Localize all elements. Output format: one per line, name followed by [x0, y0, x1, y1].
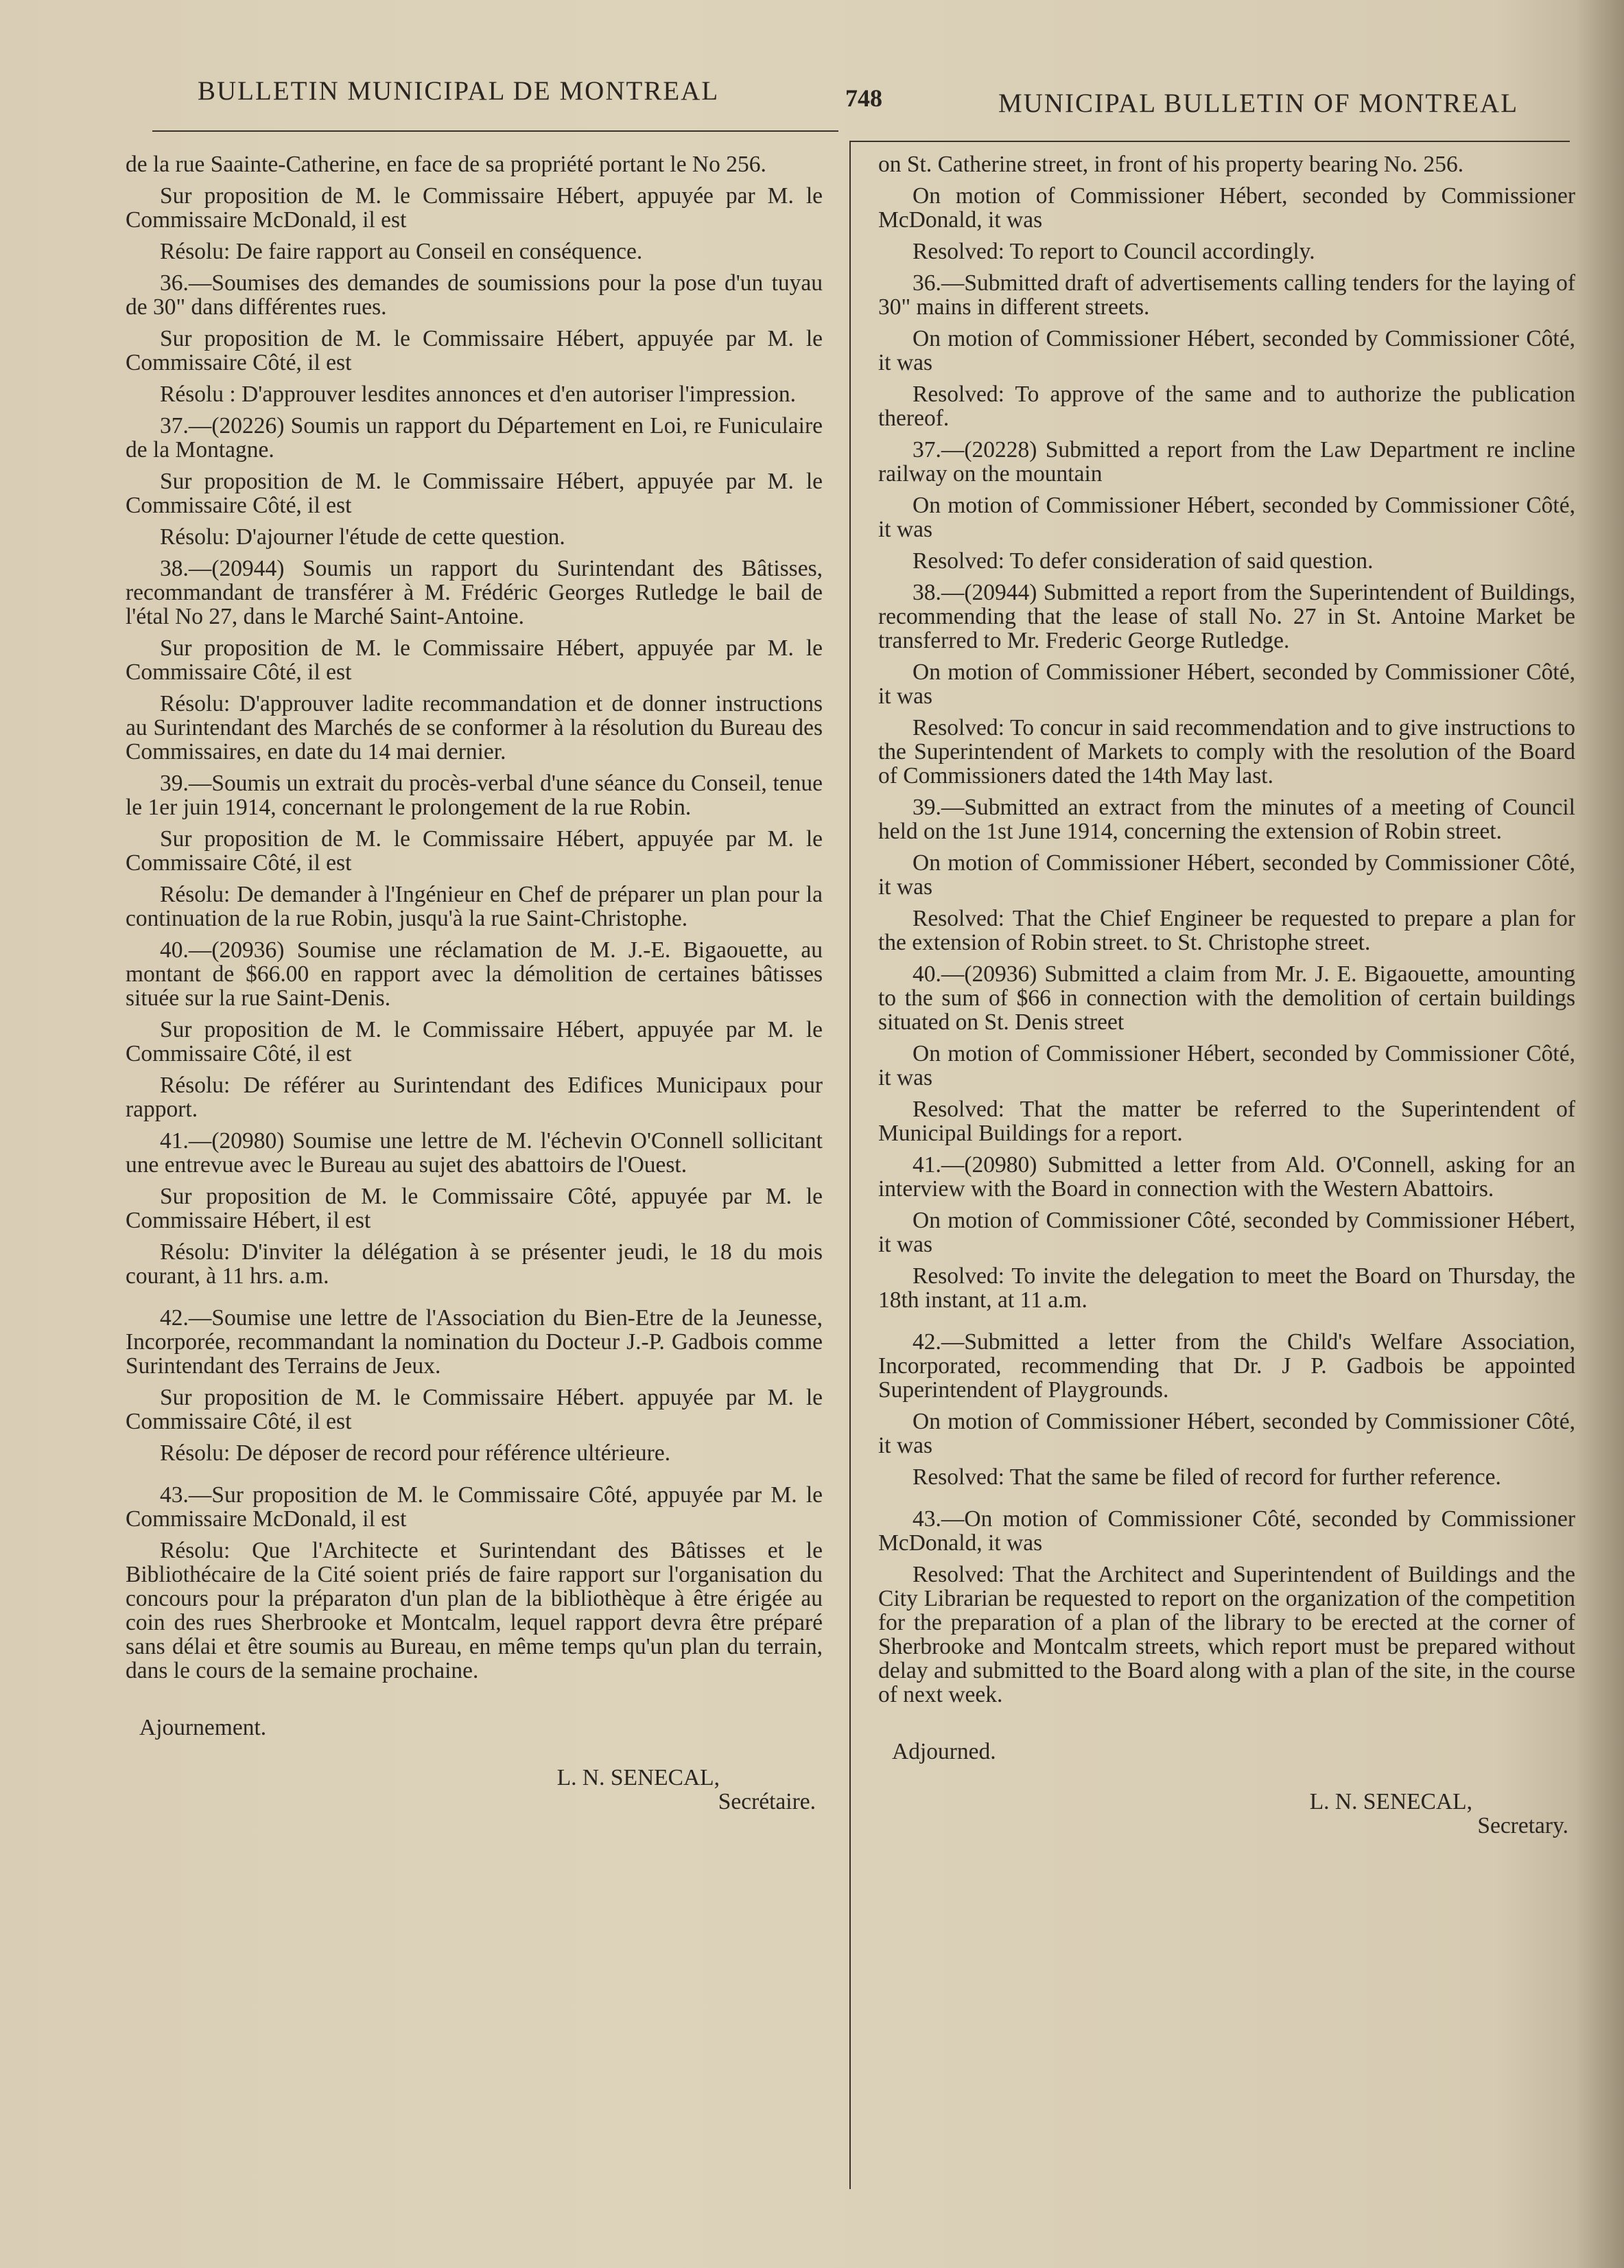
paragraph: 40.—(20936) Submitted a claim from Mr. J. E. Bigaouette, amounting to the sum of $66 in connection with the demolition of certain buildings situated on St. Denis street: [878, 961, 1575, 1035]
paragraph: 42.—Soumise une lettre de l'Association du Bien-Etre de la Jeunesse, Incorporée, recommandant la nomination du Docteur J.-P. Gadbois comme Surintendant des Terrains de Jeux.: [126, 1305, 823, 1379]
paragraph: 40.—(20936) Soumise une réclamation de M. J.-E. Bigaouette, au montant de $66.00 en rapport avec la démolition de certaines bâtisses située sur la rue Saint-Denis.: [126, 937, 823, 1011]
page-number: 748: [845, 84, 882, 112]
paragraph: 37.—(20228) Submitted a report from the Law Department re incline railway on the mountain: [878, 437, 1575, 487]
paragraph: Résolu: De demander à l'Ingénieur en Chef de préparer un plan pour la continuation de la rue Robin, jusqu'à la rue Saint-Christophe.: [126, 882, 823, 931]
paragraph: 37.—(20226) Soumis un rapport du Département en Loi, re Funiculaire de la Montagne.: [126, 413, 823, 463]
paragraph: Résolu: De référer au Surintendant des Edifices Municipaux pour rapport.: [126, 1073, 823, 1122]
english-column: [878, 152, 1575, 1838]
adjournment-text: Ajournement.: [139, 1715, 267, 1740]
paragraph: 36.—Soumises des demandes de soumissions pour la pose d'un tuyau de 30" dans différentes rues.: [126, 270, 823, 320]
paragraph: 42.—Submitted a letter from the Child's Welfare Association, Incorporated, recommending that Dr. J P. Gadbois be appointed Superintendent of Playgrounds.: [878, 1329, 1575, 1403]
signatory-name: L. N. SENECAL,: [556, 1765, 720, 1790]
paragraph: Résolu: De déposer de record pour référence ultérieure.: [160, 1440, 671, 1466]
paragraph: On motion of Commissioner Hébert, seconded by Commissioner Côté, it was: [878, 1409, 1575, 1458]
paragraph: 41.—(20980) Soumise une lettre de M. l'échevin O'Connell sollicitant une entrevue avec le Bureau au sujet des abattoirs de l'Ouest.: [126, 1128, 823, 1178]
paragraph: On motion of Commissioner Hébert, seconded by Commissioner Côté, it was: [878, 659, 1575, 709]
paragraph: Sur proposition de M. le Commissaire Hébert, appuyée par M. le Commissaire Côté, il est: [126, 469, 823, 518]
column-divider: [849, 141, 851, 2189]
header-rule-left: [152, 130, 838, 132]
paragraph: 43.—On motion of Commissioner Côté, seconded by Commissioner McDonald, it was: [878, 1506, 1575, 1556]
signatory-title: Secrétaire.: [718, 1789, 816, 1814]
signatory-name: L. N. SENECAL,: [1309, 1789, 1472, 1814]
paragraph: de la rue Saainte-Catherine, en face de sa propriété portant le No 256.: [126, 152, 766, 177]
paragraph: 38.—(20944) Soumis un rapport du Surintendant des Bâtisses, recommandant de transférer à M. Frédéric Georges Rutledge le bail de l'étal No 27, dans le Marché Saint-Antoine.: [126, 556, 823, 629]
paragraph: Résolu: Que l'Architecte et Surintendant des Bâtisses et le Bibliothécaire de la Cité soient priés de faire rapport sur l'organisation du concours pour la préparaton d'un plan de la bibliothèque à être érigée au coin des rues Sherbrooke et Montcalm, lequel rapport devra être préparé sans délai et être soumis au Bureau, en même temps qu'un plan du terrain, dans le cours de la semaine prochaine.: [126, 1538, 823, 1683]
paragraph: Sur proposition de M. le Commissaire Hébert, appuyée par M. le Commissaire Côté, il est: [126, 635, 823, 685]
header-english-title: MUNICIPAL BULLETIN OF MONTREAL: [998, 89, 1519, 118]
paragraph: Resolved: To concur in said recommendation and to give instructions to the Superintendent of Markets to comply with the resolution of the Board of Commissioners dated the 14th May last.: [878, 715, 1575, 788]
adjournment-text: Adjourned.: [892, 1739, 996, 1764]
paragraph: on St. Catherine street, in front of his property bearing No. 256.: [878, 152, 1464, 177]
paragraph: Résolu: De faire rapport au Conseil en conséquence.: [160, 239, 643, 264]
paragraph: 39.—Soumis un extrait du procès-verbal d'une séance du Conseil, tenue le 1er juin 1914, concernant le prolongement de la rue Robin.: [126, 771, 823, 820]
paragraph: Sur proposition de M. le Commissaire Hébert, appuyée par M. le Commissaire Côté, il est: [126, 826, 823, 876]
paragraph: On motion of Commissioner Hébert, seconded by Commissioner Côté, it was: [878, 850, 1575, 900]
paragraph: Sur proposition de M. le Commissaire Hébert, appuyée par M. le Commissaire McDonald, il est: [126, 183, 823, 233]
page-header: [0, 75, 1624, 124]
paragraph: Resolved: To invite the delegation to meet the Board on Thursday, the 18th instant, at 11 a.m.: [878, 1263, 1575, 1313]
paragraph: 43.—Sur proposition de M. le Commissaire Côté, appuyée par M. le Commissaire McDonald, il est: [126, 1482, 823, 1532]
paragraph: Resolved: That the same be filed of record for further reference.: [913, 1464, 1501, 1490]
paragraph: Resolved: To report to Council accordingly.: [913, 239, 1315, 264]
paragraph: Resolved: To approve of the same and to authorize the publication thereof.: [878, 382, 1575, 431]
paragraph: Resolved: To defer consideration of said question.: [913, 548, 1374, 574]
paragraph: On motion of Commissioner Hébert, seconded by Commissioner Côté, it was: [878, 326, 1575, 375]
paragraph: Sur proposition de M. le Commissaire Hébert, appuyée par M. le Commissaire Côté, il est: [126, 326, 823, 375]
paragraph: Résolu : D'approuver lesdites annonces et d'en autoriser l'impression.: [160, 382, 797, 407]
paragraph: 39.—Submitted an extract from the minutes of a meeting of Council held on the 1st June 1914, concerning the extension of Robin street.: [878, 795, 1575, 844]
paragraph: Sur proposition de M. le Commissaire Côté, appuyée par M. le Commissaire Hébert, il est: [126, 1184, 823, 1233]
signature-block: [126, 1766, 823, 1814]
paragraph: 36.—Submitted draft of advertisements calling tenders for the laying of 30" mains in different streets.: [878, 270, 1575, 320]
paragraph: On motion of Commissioner Hébert, seconded by Commissioner Côté, it was: [878, 1041, 1575, 1090]
french-column: [126, 152, 823, 1814]
paragraph: Résolu: D'approuver ladite recommandation et de donner instructions au Surintendant des Marchés de se conformer à la résolution du Bureau des Commissaires, en date du 14 mai dernier.: [126, 691, 823, 764]
signature-block: [878, 1790, 1575, 1838]
paragraph: Sur proposition de M. le Commissaire Hébert, appuyée par M. le Commissaire Côté, il est: [126, 1017, 823, 1066]
signatory-title: Secretary.: [1477, 1813, 1568, 1838]
paragraph: Sur proposition de M. le Commissaire Hébert. appuyée par M. le Commissaire Côté, il est: [126, 1385, 823, 1434]
paragraph: Resolved: That the Chief Engineer be requested to prepare a plan for the extension of Robin street. to St. Christophe street.: [878, 906, 1575, 955]
paragraph: On motion of Commissioner Côté, seconded by Commissioner Hébert, it was: [878, 1208, 1575, 1257]
paragraph: Résolu: D'ajourner l'étude de cette question.: [160, 524, 565, 550]
header-french-title: BULLETIN MUNICIPAL DE MONTREAL: [198, 76, 720, 106]
header-rule-right: [849, 141, 1570, 142]
paragraph: Résolu: D'inviter la délégation à se présenter jeudi, le 18 du mois courant, à 11 hrs. a.m.: [126, 1239, 823, 1289]
paragraph: Resolved: That the matter be referred to the Superintendent of Municipal Buildings for a report.: [878, 1097, 1575, 1146]
page-edge-shadow: [1576, 0, 1624, 2268]
paragraph: On motion of Commissioner Hébert, seconded by Commissioner McDonald, it was: [878, 183, 1575, 233]
paragraph: 38.—(20944) Submitted a report from the Superintendent of Buildings, recommending that the lease of stall No. 27 in St. Antoine Market be transferred to Mr. Frederic George Rutledge.: [878, 580, 1575, 653]
paragraph: Resolved: That the Architect and Superintendent of Buildings and the City Librarian be requested to report on the organization of the competition for the preparation of a plan of the library to be erected at the corner of Sherbrooke and Montcalm streets, which report must be prepared without delay and submitted to the Board along with a plan of the site, in the course of next week.: [878, 1562, 1575, 1707]
paragraph: On motion of Commissioner Hébert, seconded by Commissioner Côté, it was: [878, 493, 1575, 542]
paragraph: 41.—(20980) Submitted a letter from Ald. O'Connell, asking for an interview with the Board in connection with the Western Abattoirs.: [878, 1152, 1575, 1202]
